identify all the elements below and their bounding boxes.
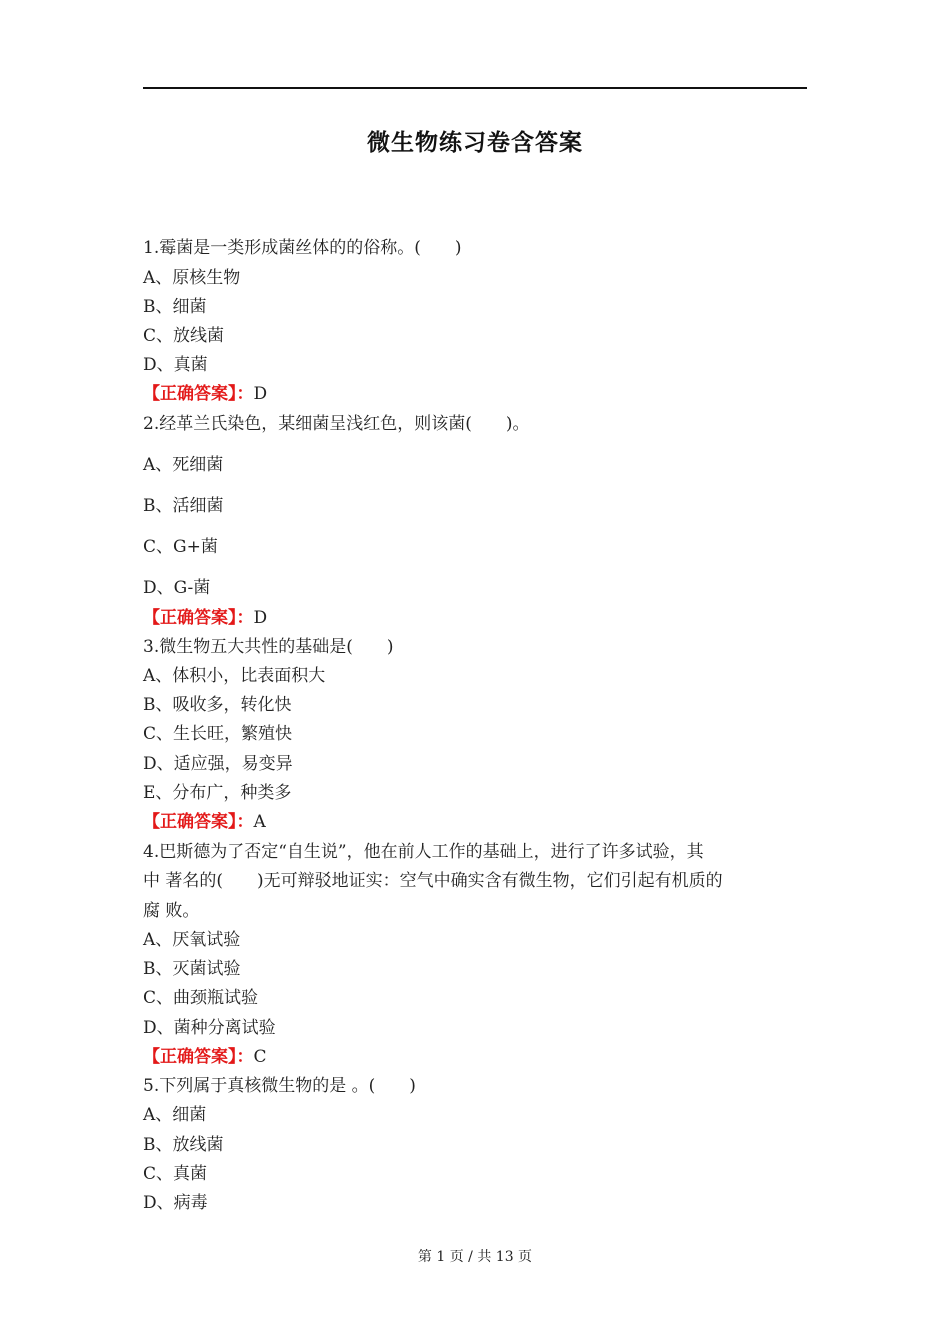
- question-1-stem: 1.霉菌是一类形成菌丝体的的俗称。( ): [143, 238, 462, 258]
- question-1-option-a: A、原核生物: [143, 268, 241, 288]
- question-2-stem: 2.经革兰氏染色，某细菌呈浅红色，则该菌( )。: [143, 414, 530, 434]
- question-2-option-a: A、死细菌: [143, 455, 224, 475]
- question-5-option-d: D、病毒: [143, 1193, 208, 1213]
- question-5-stem: 5.下列属于真核微生物的是 。( ): [143, 1076, 416, 1096]
- document-title: 微生物练习卷含答案: [367, 130, 583, 156]
- question-3-option-a: A、体积小，比表面积大: [143, 666, 326, 686]
- question-4-answer: [143, 1046, 267, 1068]
- question-5-option-a: A、细菌: [143, 1105, 207, 1125]
- answer-label: 【正确答案】：: [143, 384, 254, 404]
- question-4-option-c: C、曲颈瓶试验: [143, 988, 259, 1008]
- answer-value: D: [253, 608, 268, 628]
- answer-label: 【正确答案】：: [143, 1047, 254, 1067]
- question-2-option-d: D、G-菌: [143, 578, 211, 598]
- question-1-answer: [143, 383, 267, 405]
- question-4-stem-line-2: 中 著名的( )无可辩驳地证实：空气中确实含有微生物，它们引起有机质的: [143, 871, 723, 891]
- question-3-option-c: C、生长旺，繁殖快: [143, 724, 293, 744]
- header-rule: [143, 87, 807, 89]
- question-3-option-e: E、分布广，种类多: [143, 783, 292, 803]
- answer-value: D: [253, 384, 268, 404]
- question-4-stem-line-1: 4.巴斯德为了否定“自生说”，他在前人工作的基础上，进行了许多试验，其: [143, 842, 704, 862]
- question-1-option-b: B、细菌: [143, 297, 207, 317]
- question-4-option-a: A、厌氧试验: [143, 930, 241, 950]
- answer-label: 【正确答案】：: [143, 812, 254, 832]
- question-1-option-d: D、真菌: [143, 355, 208, 375]
- question-3-stem: 3.微生物五大共性的基础是( ): [143, 637, 394, 657]
- question-4-option-d: D、菌种分离试验: [143, 1018, 276, 1038]
- question-4-option-b: B、灭菌试验: [143, 959, 241, 979]
- answer-value: C: [253, 1047, 267, 1067]
- page-number: 第 1 页 / 共 13 页: [417, 1249, 533, 1265]
- question-1-option-c: C、放线菌: [143, 326, 225, 346]
- question-3-option-b: B、吸收多，转化快: [143, 695, 292, 715]
- answer-value: A: [253, 812, 266, 832]
- question-3-option-d: D、适应强，易变异: [143, 754, 293, 774]
- question-5-option-c: C、真菌: [143, 1164, 208, 1184]
- question-2-option-b: B、活细菌: [143, 496, 224, 516]
- question-4-stem-line-3: 腐 败。: [143, 901, 200, 921]
- question-2-option-c: C、G+菌: [143, 537, 218, 557]
- question-3-answer: [143, 811, 266, 833]
- answer-label: 【正确答案】：: [143, 608, 254, 628]
- question-2-answer: [143, 607, 267, 629]
- question-5-option-b: B、放线菌: [143, 1135, 224, 1155]
